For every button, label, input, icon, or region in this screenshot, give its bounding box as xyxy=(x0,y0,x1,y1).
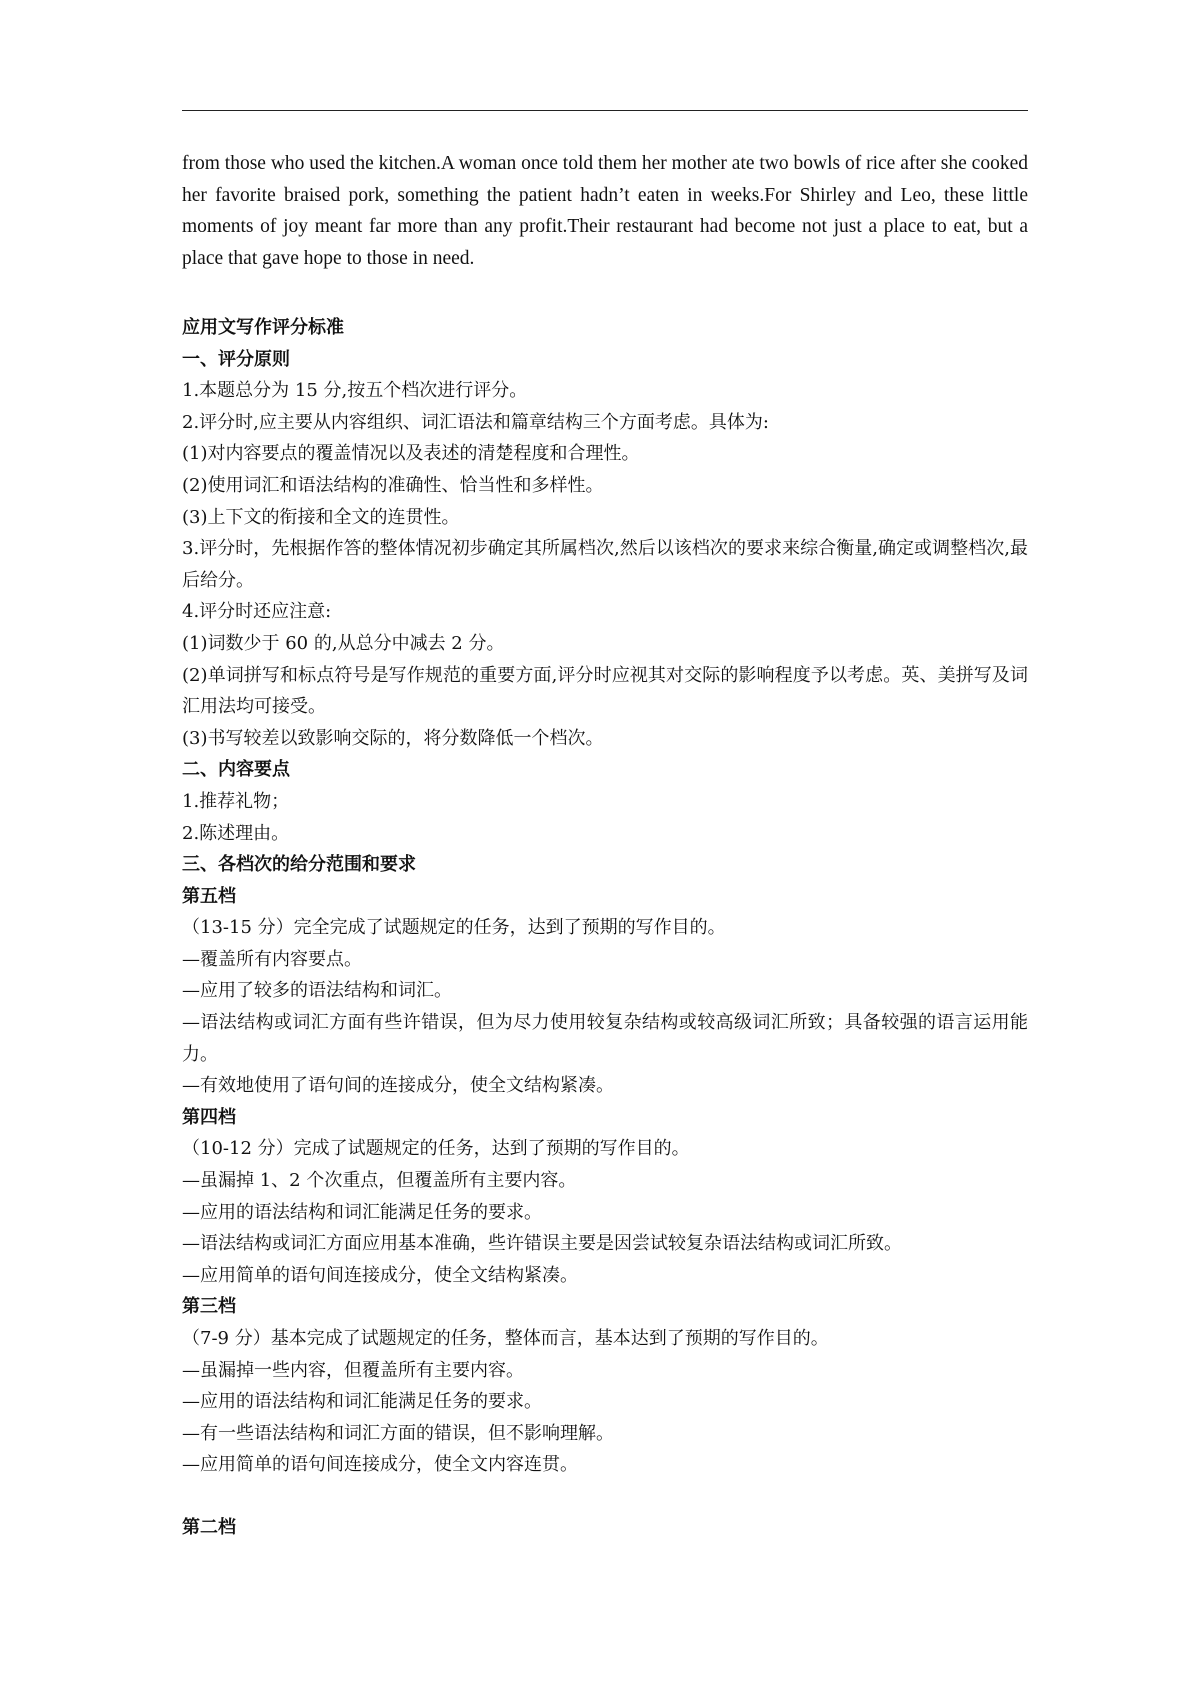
level3-item: —应用简单的语句间连接成分，使全文内容连贯。 xyxy=(182,1454,578,1476)
points-heading: 二、内容要点 xyxy=(182,759,290,781)
level4-item: （10-12 分）完成了试题规定的任务，达到了预期的写作目的。 xyxy=(182,1138,690,1160)
level3-item: —应用的语法结构和词汇能满足任务的要求。 xyxy=(182,1391,542,1413)
principle-item: (3)上下文的衔接和全文的连贯性。 xyxy=(182,506,460,528)
rubric-title: 应用文写作评分标准 xyxy=(182,317,344,338)
level3-item: （7-9 分）基本完成了试题规定的任务，整体而言，基本达到了预期的写作目的。 xyxy=(182,1328,829,1349)
level4-name: 第四档 xyxy=(182,1106,236,1128)
principle-item: 1.本题总分为 15 分,按五个档次进行评分。 xyxy=(182,380,528,402)
level5-item: —有效地使用了语句间的连接成分，使全文结构紧凑。 xyxy=(182,1075,614,1097)
principle-item: (1)对内容要点的覆盖情况以及表述的清楚程度和合理性。 xyxy=(182,443,640,465)
point-item: 2.陈述理由。 xyxy=(182,822,290,844)
level5-item: —应用了较多的语法结构和词汇。 xyxy=(182,980,452,1002)
principles-heading: 一、评分原则 xyxy=(182,348,290,370)
level3-item: —有一些语法结构和词汇方面的错误，但不影响理解。 xyxy=(182,1422,614,1444)
principle-item: 3.评分时，先根据作答的整体情况初步确定其所属档次,然后以该档次的要求来综合衡量,确定或调整档次,最后给分。 xyxy=(182,538,1028,591)
levels-heading: 三、各档次的给分范围和要求 xyxy=(182,854,416,876)
section-gap xyxy=(182,274,1028,312)
level5-item: —覆盖所有内容要点。 xyxy=(182,948,362,970)
principle-item: (2)使用词汇和语法结构的准确性、恰当性和多样性。 xyxy=(182,474,604,496)
level3-name: 第三档 xyxy=(182,1296,236,1318)
principle-item: (1)词数少于 60 的,从总分中减去 2 分。 xyxy=(182,632,505,654)
principle-item: (2)单词拼写和标点符号是写作规范的重要方面,评分时应视其对交际的影响程度予以考虑。英、美拼写及词汇用法均可接受。 xyxy=(182,664,1028,718)
passage-paragraph: from those who used the kitchen.A woman once told them her mother ate two bowls of rice after she cooked her favorite braised pork, something the patient hadn’t eaten in weeks.For Shirley and Leo, these little moments of joy meant far more than any profit.Their restaurant had become not just a place to eat, but a place that gave hope to those in need. xyxy=(182,153,1028,269)
level4-item: —虽漏掉 1、2 个次重点，但覆盖所有主要内容。 xyxy=(182,1170,577,1192)
principle-item: 4.评分时还应注意: xyxy=(182,601,332,623)
header-rule xyxy=(182,110,1028,111)
level4-item: —应用简单的语句间连接成分，使全文结构紧凑。 xyxy=(182,1264,578,1286)
level4-item: —语法结构或词汇方面应用基本准确，些许错误主要是因尝试较复杂语法结构或词汇所致。 xyxy=(182,1233,902,1255)
page-content xyxy=(182,148,1028,1544)
principle-item: (3)书写较差以致影响交际的，将分数降低一个档次。 xyxy=(182,727,604,749)
section-gap xyxy=(182,1481,1028,1512)
level5-name: 第五档 xyxy=(182,885,236,907)
level2-name: 第二档 xyxy=(182,1516,236,1538)
level5-item: —语法结构或词汇方面有些许错误，但为尽力使用较复杂结构或较高级词汇所致；具备较强的语言运用能力。 xyxy=(182,1012,1028,1065)
level5-item: （13-15 分）完全完成了试题规定的任务，达到了预期的写作目的。 xyxy=(182,917,726,939)
level3-item: —虽漏掉一些内容，但覆盖所有主要内容。 xyxy=(182,1359,524,1381)
point-item: 1.推荐礼物； xyxy=(182,790,290,812)
level4-item: —应用的语法结构和词汇能满足任务的要求。 xyxy=(182,1201,542,1223)
principle-item: 2.评分时,应主要从内容组织、词汇语法和篇章结构三个方面考虑。具体为: xyxy=(182,411,769,433)
